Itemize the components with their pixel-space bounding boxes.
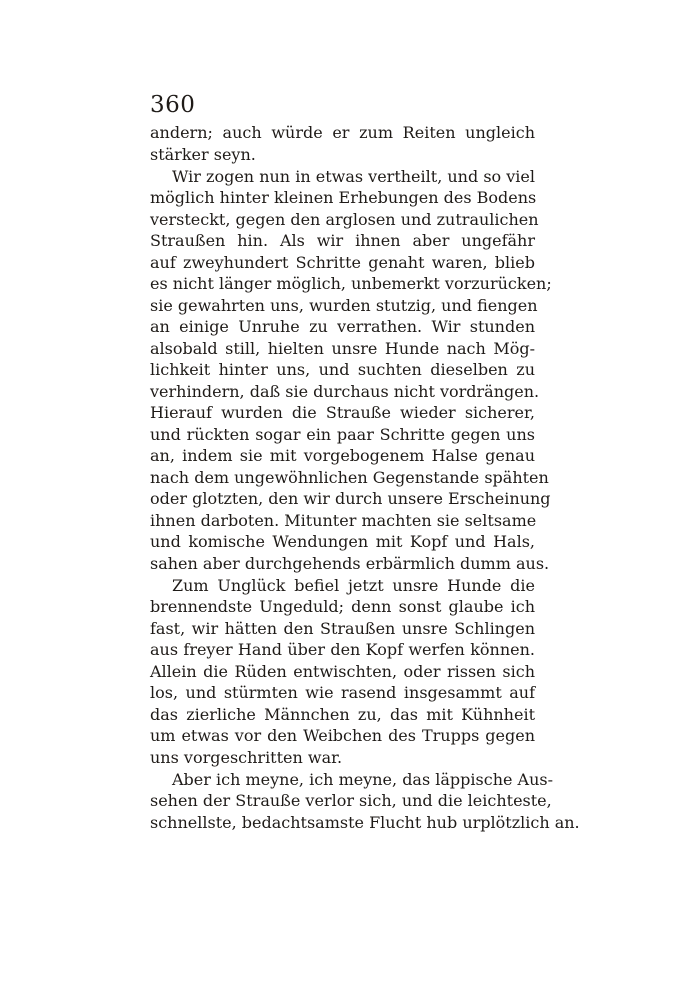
text-line: stärker seyn. xyxy=(150,144,256,164)
paragraph-3 xyxy=(150,575,535,769)
text-line: möglich hinter kleinen Erhebungen des Bodens xyxy=(150,188,537,207)
text-line: um etwas vor den Weibchen des Trupps gegen xyxy=(150,726,535,745)
text-line: das zierliche Männchen zu, das mit Kühnheit xyxy=(150,704,535,724)
text-line: fast, wir hätten den Straußen unsre Schlingen xyxy=(150,618,535,638)
text-line: Hierauf wurden die Strauße wieder sicherer, xyxy=(150,403,535,422)
text-line: sehen der Strauße verlor sich, und die leichteste, xyxy=(150,791,552,810)
text-line: oder glotzten, den wir durch unsere Erscheinung xyxy=(150,489,551,508)
text-line: nach dem ungewöhnlichen Gegenstande spähten xyxy=(150,467,549,487)
paragraph-1 xyxy=(150,122,535,165)
text-line: auf zweyhundert Schritte genaht waren, blieb xyxy=(150,252,535,272)
text-line: ihnen darboten. Mitunter machten sie seltsame xyxy=(150,510,537,530)
text-line: an einige Unruhe zu verrathen. Wir stunden xyxy=(150,317,535,336)
text-line: Wir zogen nun in etwas vertheilt, und so viel xyxy=(172,166,535,186)
text-line: sahen aber durchgehends erbärmlich dumm aus. xyxy=(150,553,550,573)
text-line: alsobald still, hielten unsre Hunde nach Mög- xyxy=(150,338,535,358)
text-line: aus freyer Hand über den Kopf werfen können. xyxy=(150,640,535,659)
text-line: lichkeit hinter uns, und suchten dieselben zu xyxy=(150,360,535,379)
paragraph-2 xyxy=(150,166,552,575)
text-line: Allein die Rüden entwischten, oder rissen sich xyxy=(150,661,535,681)
text-line: und rückten sogar ein paar Schritte gegen uns xyxy=(150,424,535,444)
text-line: Straußen hin. Als wir ihnen aber ungefähr xyxy=(150,231,535,250)
paragraph-4 xyxy=(150,769,580,834)
page-body-text xyxy=(150,122,580,833)
text-line: brennendste Ungeduld; denn sonst glaube ich xyxy=(150,597,535,616)
text-line: andern; auch würde er zum Reiten ungleich xyxy=(150,123,535,142)
text-line: Zum Unglück befiel jetzt unsre Hunde die xyxy=(172,575,535,595)
text-line: es nicht länger möglich, unbemerkt vorzurücken; xyxy=(150,274,552,293)
text-line: an, indem sie mit vorgebogenem Halse genau xyxy=(150,446,535,465)
text-line: uns vorgeschritten war. xyxy=(150,747,343,767)
text-line: Aber ich meyne, ich meyne, das läppische Aus- xyxy=(172,769,554,789)
text-line: verhindern, daß sie durchaus nicht vordrängen. xyxy=(150,381,540,401)
text-line: sie gewahrten uns, wurden stutzig, und fiengen xyxy=(150,295,538,315)
text-line: versteckt, gegen den arglosen und zutraulichen xyxy=(150,209,539,229)
text-line: schnellste, bedachtsamste Flucht hub urplötzlich an. xyxy=(150,812,580,832)
page-number: 360 xyxy=(150,92,196,118)
text-line: los, und stürmten wie rasend insgesammt auf xyxy=(150,683,535,702)
text-line: und komische Wendungen mit Kopf und Hals, xyxy=(150,532,535,551)
